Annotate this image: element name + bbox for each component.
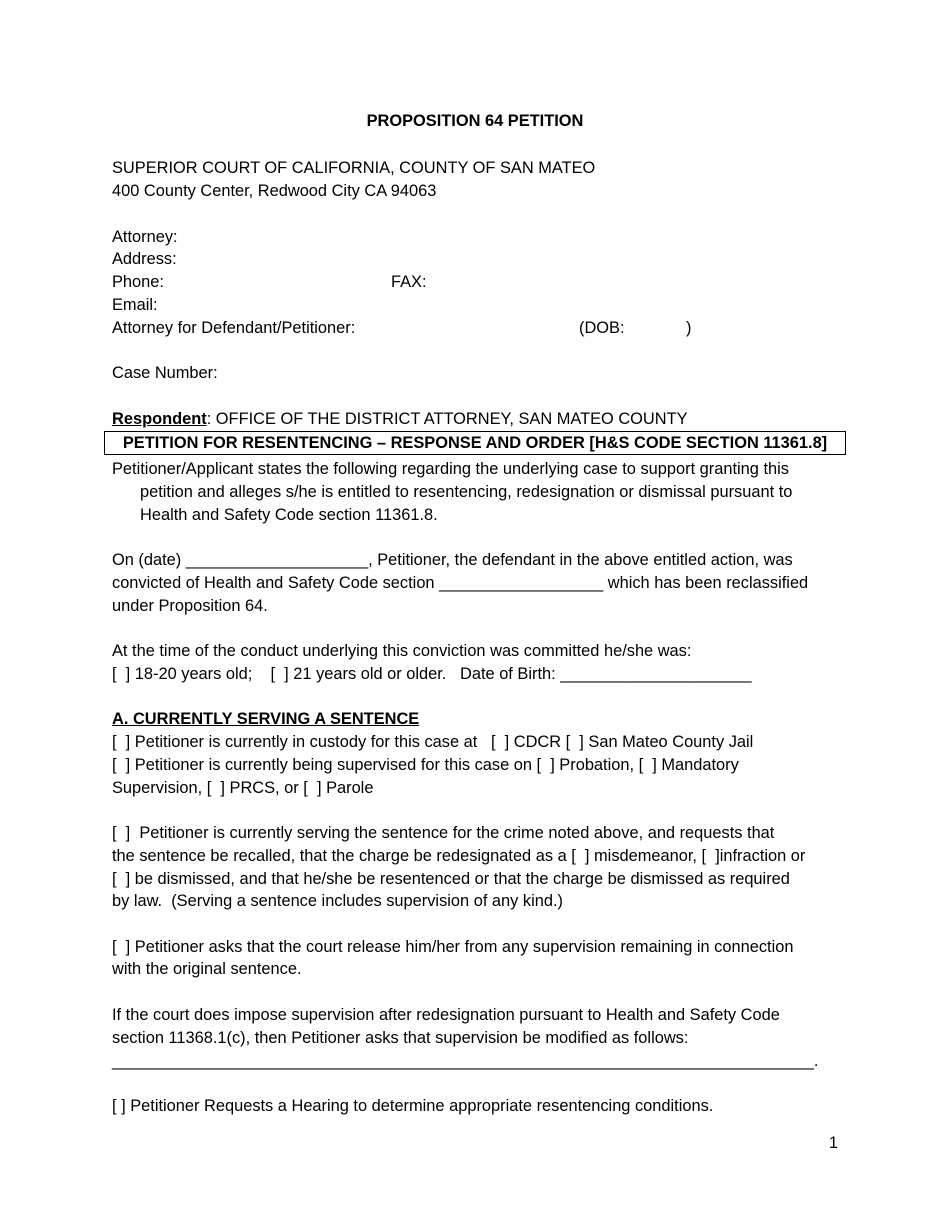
petition-heading-box: PETITION FOR RESENTENCING – RESPONSE AND ORDER [H&S CODE SECTION 11361.8] bbox=[104, 431, 846, 455]
age-line-1: At the time of the conduct underlying this conviction was committed he/she was: bbox=[112, 642, 692, 660]
court-address: 400 County Center, Redwood City CA 94063 bbox=[112, 182, 437, 200]
modify-blank-line: _____________________________________________________________________________. bbox=[112, 1052, 819, 1070]
release-line-2: with the original sentence. bbox=[112, 960, 302, 978]
dob-close: ) bbox=[686, 319, 692, 337]
phone-label: Phone: bbox=[112, 273, 164, 291]
page-number: 1 bbox=[828, 1134, 838, 1152]
modify-line-1: If the court does impose supervision after redesignation pursuant to Health and Safety Code bbox=[112, 1006, 780, 1024]
intro-line-2: petition and alleges s/he is entitled to resentencing, redesignation or dismissal pursuant to bbox=[140, 483, 793, 501]
page-title: PROPOSITION 64 PETITION bbox=[366, 112, 584, 130]
serving-line-1: [ ] Petitioner is currently serving the sentence for the crime noted above, and requests that bbox=[112, 824, 775, 842]
email-label: Email: bbox=[112, 296, 158, 314]
modify-line-2: section 11368.1(c), then Petitioner asks that supervision be modified as follows: bbox=[112, 1029, 689, 1047]
respondent-value: : OFFICE OF THE DISTRICT ATTORNEY, SAN MATEO COUNTY bbox=[206, 410, 688, 428]
court-name: SUPERIOR COURT OF CALIFORNIA, COUNTY OF SAN MATEO bbox=[112, 159, 596, 177]
supervised-line-1: [ ] Petitioner is currently being supervised for this case on [ ] Probation, [ ] Mandatory bbox=[112, 756, 739, 774]
intro-line-1: Petitioner/Applicant states the following regarding the underlying case to support granting this bbox=[112, 460, 789, 478]
respondent-label: Respondent bbox=[112, 410, 207, 428]
fax-label: FAX: bbox=[391, 273, 427, 291]
section-a-heading: A. CURRENTLY SERVING A SENTENCE bbox=[112, 710, 420, 728]
conviction-line-3: under Proposition 64. bbox=[112, 597, 268, 615]
release-line-1: [ ] Petitioner asks that the court release him/her from any supervision remaining in connection bbox=[112, 938, 794, 956]
custody-line: [ ] Petitioner is currently in custody for this case at [ ] CDCR [ ] San Mateo County Jail bbox=[112, 733, 754, 751]
respondent-line bbox=[112, 408, 688, 431]
case-number-label: Case Number: bbox=[112, 364, 218, 382]
intro-line-3: Health and Safety Code section 11361.8. bbox=[140, 506, 438, 524]
serving-line-2: the sentence be recalled, that the charge be redesignated as a [ ] misdemeanor, [ ]infraction or bbox=[112, 847, 806, 865]
conviction-line-2: convicted of Health and Safety Code section __________________ which has been reclassified bbox=[112, 574, 809, 592]
dob-label: (DOB: bbox=[579, 319, 625, 337]
attorney-label: Attorney: bbox=[112, 228, 178, 246]
serving-line-4: by law. (Serving a sentence includes supervision of any kind.) bbox=[112, 892, 563, 910]
address-label: Address: bbox=[112, 250, 177, 268]
conviction-line-1: On (date) ____________________, Petitioner, the defendant in the above entitled action, was bbox=[112, 551, 793, 569]
hearing-line: [ ] Petitioner Requests a Hearing to determine appropriate resentencing conditions. bbox=[112, 1097, 714, 1115]
attorney-for-label: Attorney for Defendant/Petitioner: bbox=[112, 319, 356, 337]
serving-line-3: [ ] be dismissed, and that he/she be resentenced or that the charge be dismissed as required bbox=[112, 870, 790, 888]
age-line-2: [ ] 18-20 years old; [ ] 21 years old or older. Date of Birth: _____________________ bbox=[112, 665, 752, 683]
supervised-line-2: Supervision, [ ] PRCS, or [ ] Parole bbox=[112, 779, 374, 797]
